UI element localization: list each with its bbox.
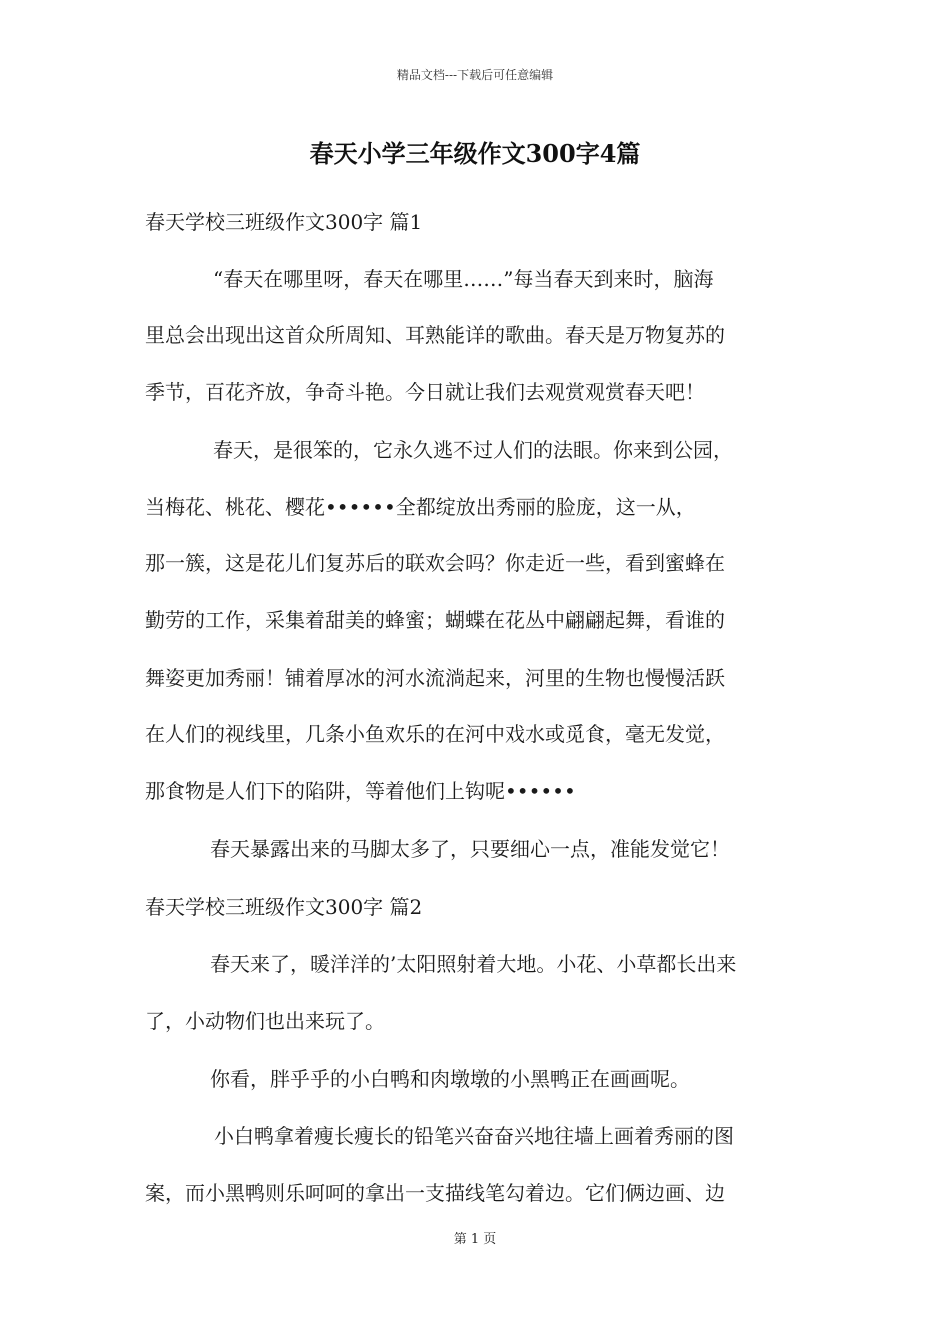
section-heading-1: 春天学校三班级作文300字 篇1 (145, 210, 423, 234)
paragraph-line: 当梅花、桃花、樱花••••••全都绽放出秀丽的脸庞，这一从， (145, 495, 696, 519)
paragraph-line: 在人们的视线里，几条小鱼欢乐的在河中戏水或觅食，毫无发觉， (145, 722, 725, 746)
paragraph-line: 春天暴露出来的马脚太多了，只要细心一点，准能发觉它！ (210, 837, 730, 861)
paragraph-line: 案，而小黑鸭则乐呵呵的拿出一支描线笔勾着边。它们俩边画、边 (145, 1181, 725, 1205)
paragraph-line: 你看，胖乎乎的小白鸭和肉墩墩的小黑鸭正在画画呢。 (210, 1067, 690, 1091)
section-heading-2: 春天学校三班级作文300字 篇2 (145, 895, 423, 919)
paragraph-line: 勤劳的工作，采集着甜美的蜂蜜；蝴蝶在花丛中翩翩起舞，看谁的 (145, 608, 725, 632)
paragraph-line: “春天在哪里呀，春天在哪里……”每当春天到来时，脑海 (213, 267, 714, 291)
paragraph-line: 舞姿更加秀丽！铺着厚冰的河水流淌起来，河里的生物也慢慢活跃 (145, 666, 725, 690)
paragraph-line: 那食物是人们下的陷阱，等着他们上钩呢•••••• (145, 779, 576, 803)
paragraph-line: 季节，百花齐放，争奇斗艳。今日就让我们去观赏观赏春天吧！ (145, 380, 705, 404)
paragraph-line: 春天，是很笨的，它永久逃不过人们的法眼。你来到公园， (213, 438, 733, 462)
paragraph-line: 小白鸭拿着瘦长瘦长的铅笔兴奋奋兴地往墙上画着秀丽的图 (214, 1124, 734, 1148)
paragraph-line: 了，小动物们也出来玩了。 (145, 1009, 385, 1033)
page-number: 第 1 页 (453, 1232, 497, 1247)
paragraph-line: 春天来了，暖洋洋的’太阳照射着大地。小花、小草都长出来 (210, 952, 737, 976)
paragraph-line: 里总会出现出这首众所周知、耳熟能详的歌曲。春天是万物复苏的 (145, 323, 725, 347)
page-header: 精品文档---下载后可任意编辑 (396, 68, 554, 82)
paragraph-line: 那一簇，这是花儿们复苏后的联欢会吗？你走近一些，看到蜜蜂在 (145, 551, 725, 575)
document-title: 春天小学三年级作文300字4篇 (309, 139, 641, 168)
